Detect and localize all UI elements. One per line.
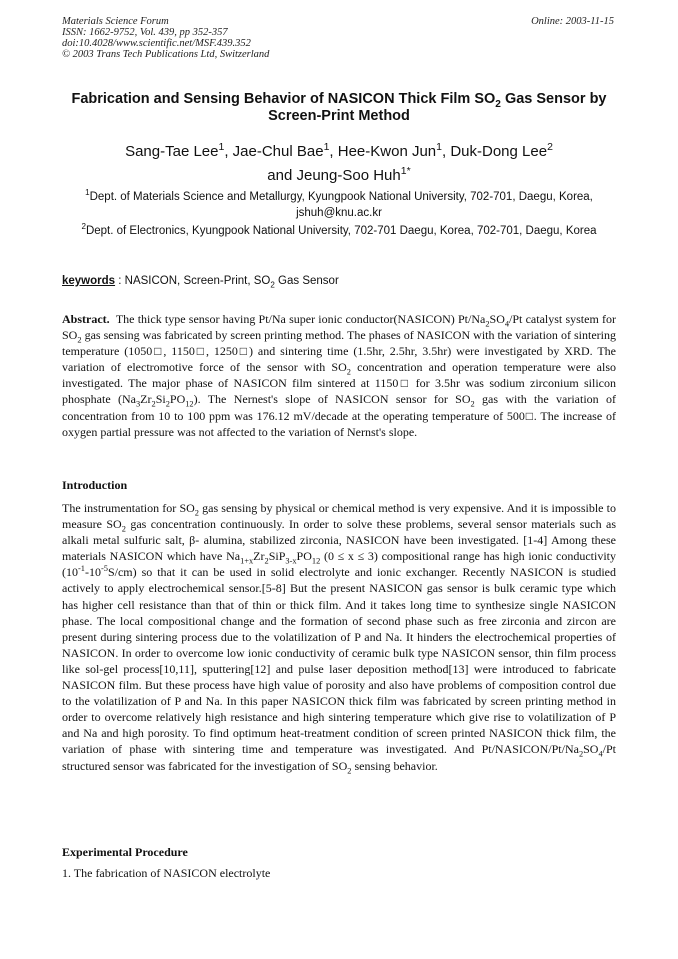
paper-title — [62, 91, 616, 125]
affil-marker: 2 — [81, 222, 86, 232]
journal-name: Materials Science Forum — [62, 16, 169, 27]
keywords-sep: : — [115, 275, 125, 287]
experimental-heading: Experimental Procedure — [62, 845, 188, 859]
affiliation-2 — [62, 224, 616, 240]
title-sub: 2 — [495, 98, 501, 110]
author-affil: 1 — [436, 141, 442, 153]
author-affil: 1* — [400, 165, 411, 177]
affil-marker: 1 — [85, 188, 90, 198]
issn-line: ISSN: 1662-9752, Vol. 439, pp 352-357 — [62, 27, 228, 38]
abstract-paragraph: Abstract. The thick type sensor having Pt/Na super ionic conductor(NASICON) $Pt/Na_2SO_4/Pt$ catalyst system for $SO_2$ gas sensing was fabricated by screen printing method. The phases of NASICON with the variation of sintering temperature (1050□, 1150□, 1250□) and sintering time (1.5hr, 2.5hr, 3.5hr) were investigated by XRD. The variation of electromotive force of the sensor with $SO_2$ concentration and operation temperature were also investigated. The major phase of NASICON film sintered at 1150□ for 3.5hr was sodium zirconium silicon phosphate $(Na_3Zr_2Si_2PO_{12})$. The Nernest's slope of NASICON sensor for $SO_2$ gas with the variation of concentration from 10 to 100 ppm was 176.12 mV/decade at the operating temperature of 500□. The increase of oxygen partial pressure was not affected to the variation of Nernst's slope. — [62, 312, 616, 439]
keywords-pre: NASICON, Screen-Print, SO — [124, 275, 271, 287]
author-name: Jae-Chul Bae — [232, 143, 324, 160]
affiliation-1 — [62, 190, 616, 221]
authors-and: and — [267, 167, 293, 184]
author-affil: 1 — [323, 141, 330, 153]
author-name: Sang-Tae Lee — [125, 143, 219, 160]
affil-text: Dept. of Materials Science and Metallurgy, Kyungpook National University, 702-701, Daegu, Korea, — [89, 191, 593, 203]
title-part1: Fabrication and Sensing Behavior of NASICON Thick Film SO — [71, 91, 496, 107]
authors-line-1: Sang-Tae Lee$^1$, Jae-Chul Bae$^1$, Hee-Kwon Jun$^1$, Duk-Dong Lee$^2$ — [125, 141, 553, 160]
author-affil: 2 — [547, 141, 553, 153]
author-name: Hee-Kwon Jun — [337, 143, 437, 160]
authors-line-2 — [62, 164, 616, 188]
keywords-sub: 2 — [270, 280, 275, 290]
experimental-subheading: 1. The fabrication of NASICON electrolyte — [62, 866, 271, 880]
introduction-paragraph: The instrumentation for $SO_2$ gas sensing by physical or chemical method is very expensive. And it is impossible to measure $SO_2$ gas concentration continuously. In order to solve these problems, several sensor materials such as alkali metal sulfuric salt, β- alumina, stabilized zirconia, NASICON have been investigated. [1-4] Among these materials NASICON which have $Na_{1+x}Zr_2SiP_{3-x}PO_{12}$ (0 ≤ x ≤ 3) compositional range has high ionic conductivity $(10^{-1}-10^{-5}S/cm)$ so that it can be used in solid electrolyte and ionic exchanger. Recently NASICON is studied actively to apply electrochemical sensor.[5-8] But the present NASICON gas sensor is bulk ceramic type which has higher cell resistance than that of thin or thick film. And it takes long time to synthesize single NASICON phase. The local compositional change and the formation of second phase such as free zirconia and zircon are present during sintering process due to the volatilization of P and Na. It hinders the electrochemical properties of NASICON. In order to overcome low ionic conductivity of ceramic bulk type NASICON sensor, thin film process like sol-gel process[10,11], sputtering[12] and pulse laser deposition method[13] were introduced to fabricate NASICON film. But these process have high value of porosity and also have problems of composition control due to the volatilization of P and Na. In this paper NASICON thick film was fabricated by screen printing method in order to overcome relatively high resistance and high sintering temperature which give rise to volatilization of P and Na and high porosity. To find optimum heat-treatment condition of screen printed NASICON thick film, the variation of phase with sintering time and temperature was investigated. And $Pt/NASICON/Pt/Na_2SO_4/Pt$ structured sensor was fabricated for the investigation of $SO_2$ sensing behavior. — [62, 501, 616, 775]
affil-email[interactable]: jshuh@knu.ac.kr — [296, 206, 382, 219]
author-name: Duk-Dong Lee — [450, 143, 548, 160]
copyright-line: © 2003 Trans Tech Publications Ltd, Switzerland — [62, 49, 270, 60]
keywords-post: Gas Sensor — [274, 275, 339, 287]
keywords-label: keywords — [62, 275, 116, 287]
affil-text: Dept. of Electronics, Kyungpook National University, 702-701 Daegu, Korea, 702-701, Daegu, Korea — [85, 225, 597, 237]
doi-line: doi:10.4028/www.scientific.net/MSF.439.352 — [62, 38, 251, 49]
journal-header — [62, 16, 269, 60]
author-list — [62, 140, 616, 188]
author-affil: 1 — [218, 141, 225, 153]
keywords-line — [62, 275, 339, 290]
author-name: Jeung-Soo Huh — [296, 167, 401, 184]
introduction-heading: Introduction — [62, 478, 128, 492]
online-date: Online: 2003-11-15 — [531, 16, 614, 27]
title-part2: Gas Sensor by Screen-Print Method — [268, 91, 607, 124]
